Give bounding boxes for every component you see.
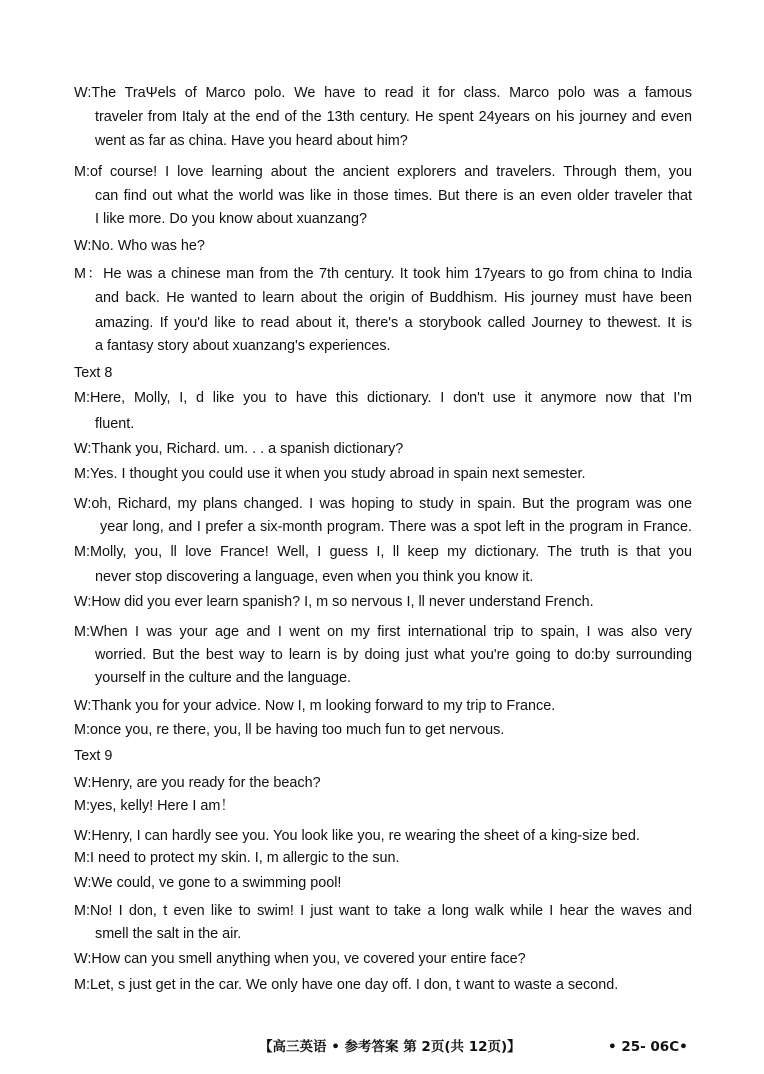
dialogue-line: W:Thank you, Richard. um. . . a spanish dictionary? bbox=[74, 441, 404, 457]
dialogue-line: M:yes, kelly! Here I am！ bbox=[74, 798, 235, 814]
page-footer: 【高三英语 • 参考答案 第 2页(共 12页)】 bbox=[259, 1039, 521, 1055]
dialogue-line: M:Here, Molly, I, d like you to have this dictionary. I don't use it anymore now that I'm bbox=[74, 390, 692, 406]
dialogue-line: W:How did you ever learn spanish? I, m so nervous I, ll never understand French. bbox=[74, 594, 594, 610]
dialogue-line: W:How can you smell anything when you, ve covered your entire face? bbox=[74, 951, 526, 967]
dialogue-line: M:once you, re there, you, ll be having too much fun to get nervous. bbox=[74, 722, 505, 738]
dialogue-line: W:Henry, I can hardly see you. You look like you, re wearing the sheet of a king-size bed. bbox=[74, 828, 640, 844]
dialogue-line: M：He was a chinese man from the 7th century. It took him 17years to go from china to India bbox=[74, 266, 692, 282]
dialogue-line: amazing. If you'd like to read about it, there's a storybook called Journey to thewest. It is bbox=[95, 315, 692, 331]
dialogue-line: W:Thank you for your advice. Now I, m looking forward to my trip to France. bbox=[74, 698, 556, 714]
dialogue-line: and back. He wanted to learn about the origin of Buddhism. His journey must have been bbox=[95, 290, 692, 306]
dialogue-line: M:Molly, you, ll love France! Well, I guess I, ll keep my dictionary. The truth is that you bbox=[74, 544, 692, 560]
dialogue-line: never stop discovering a language, even when you think you know it. bbox=[95, 569, 534, 585]
dialogue-line: worried. But the best way to learn is by doing just what you're going to do:by surrounding bbox=[95, 647, 692, 663]
dialogue-line: W:No. Who was he? bbox=[74, 238, 205, 254]
dialogue-line: M:When I was your age and I went on my first international trip to spain, I was also very bbox=[74, 624, 692, 640]
dialogue-line: a fantasy story about xuanzang's experiences. bbox=[95, 338, 391, 354]
dialogue-line: can find out what the world was like in those times. But there is an even older traveler that bbox=[95, 188, 692, 204]
dialogue-line: M:Let, s just get in the car. We only have one day off. I don, t want to waste a second. bbox=[74, 977, 619, 993]
dialogue-line: M:Yes. I thought you could use it when you study abroad in spain next semester. bbox=[74, 466, 586, 482]
dialogue-line: went as far as china. Have you heard about him? bbox=[95, 133, 408, 149]
dialogue-line: fluent. bbox=[95, 416, 135, 432]
section-heading: Text 9 bbox=[74, 748, 113, 764]
dialogue-line: yourself in the culture and the language. bbox=[95, 670, 352, 686]
dialogue-line: W:oh, Richard, my plans changed. I was hoping to study in spain. But the program was one bbox=[74, 496, 692, 512]
dialogue-line: W:Henry, are you ready for the beach? bbox=[74, 775, 321, 791]
dialogue-line: traveler from Italy at the end of the 13th century. He spent 24years on his journey and even bbox=[95, 109, 692, 125]
dialogue-line: smell the salt in the air. bbox=[95, 926, 242, 942]
dialogue-line: M:of course! I love learning about the ancient explorers and travelers. Through them, you bbox=[74, 164, 692, 180]
dialogue-line: M:I need to protect my skin. I, m allergic to the sun. bbox=[74, 850, 400, 866]
dialogue-line: M:No! I don, t even like to swim! I just want to take a long walk while I hear the waves and bbox=[74, 903, 692, 919]
document-code: • 25- 06C• bbox=[608, 1039, 688, 1055]
dialogue-line: W:We could, ve gone to a swimming pool! bbox=[74, 875, 342, 891]
dialogue-line: year long, and I prefer a six-month program. There was a spot left in the program in France. bbox=[100, 519, 692, 535]
dialogue-line: I like more. Do you know about xuanzang? bbox=[95, 211, 367, 227]
dialogue-line: W:The TraΨels of Marco polo. We have to read it for class. Marco polo was a famous bbox=[74, 85, 692, 101]
section-heading: Text 8 bbox=[74, 365, 113, 381]
